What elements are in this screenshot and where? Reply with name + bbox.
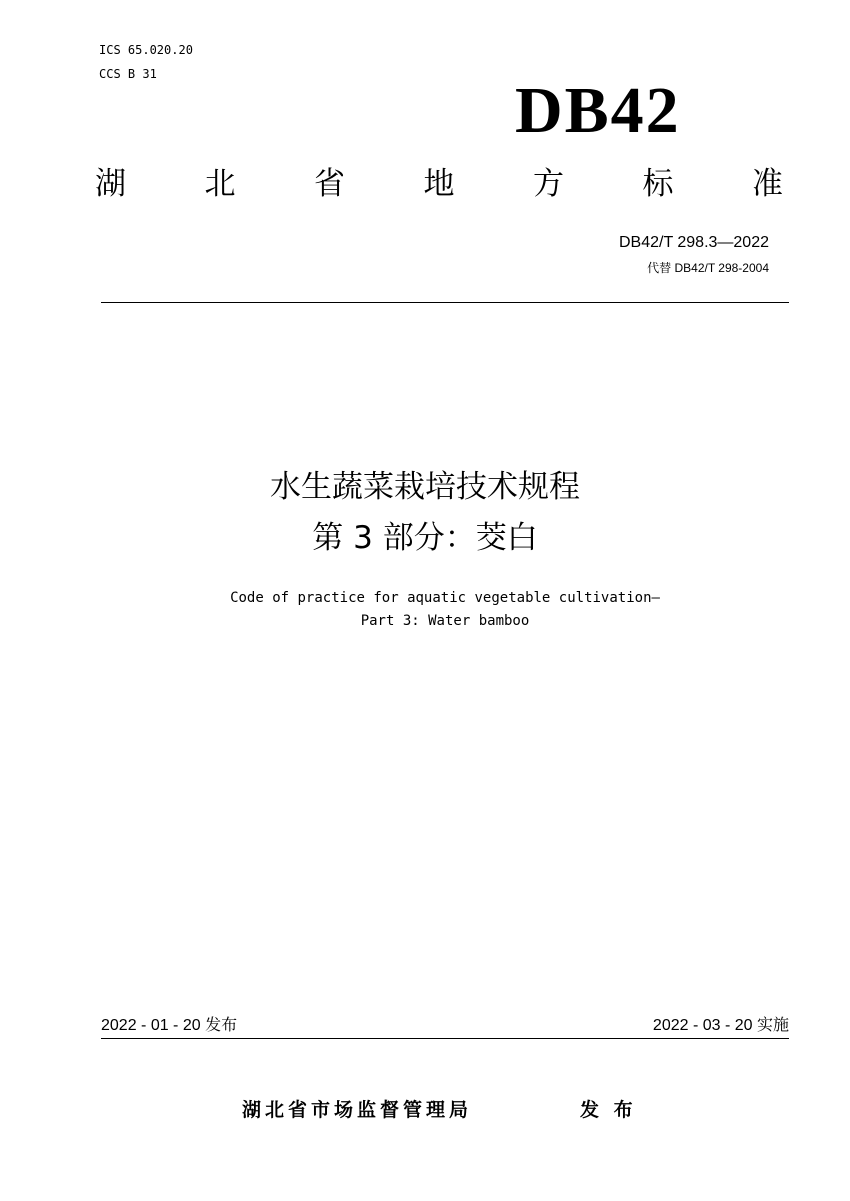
db-mark: DB42 xyxy=(515,74,681,147)
standard-type-char: 标 xyxy=(642,166,674,202)
issuer-name: 湖北省市场监督管理局 xyxy=(242,1099,473,1121)
ics-code: ICS 65.020.20 xyxy=(99,43,193,57)
replaces-standard: 代替 DB42/T 298-2004 xyxy=(647,261,769,275)
implement-date: 2022 - 03 - 20 实施 xyxy=(652,1017,789,1034)
standard-type-char: 地 xyxy=(423,166,455,202)
standard-type-char: 北 xyxy=(204,166,236,202)
header-divider xyxy=(101,302,789,303)
standard-number: DB42/T 298.3—2022 xyxy=(618,234,769,251)
issuer-action: 发 布 xyxy=(580,1099,637,1121)
title-en-line2: Part 3: Water bamboo xyxy=(360,613,530,629)
standard-type-char: 方 xyxy=(533,166,564,202)
title-en-line1: Code of practice for aquatic vegetable cultivation— xyxy=(230,590,660,606)
standard-type-char: 省 xyxy=(314,166,345,202)
standard-type-heading xyxy=(95,164,783,204)
publish-date: 2022 - 01 - 20 发布 xyxy=(101,1017,238,1034)
ccs-code: CCS B 31 xyxy=(99,67,157,81)
standard-type-char: 准 xyxy=(752,166,783,202)
title-cn-line1: 水生蔬菜栽培技术规程 xyxy=(270,469,580,505)
footer-divider xyxy=(101,1038,789,1039)
standard-type-char: 湖 xyxy=(95,166,126,202)
title-cn-line2: 第 3 部分：茭白 xyxy=(312,520,538,556)
